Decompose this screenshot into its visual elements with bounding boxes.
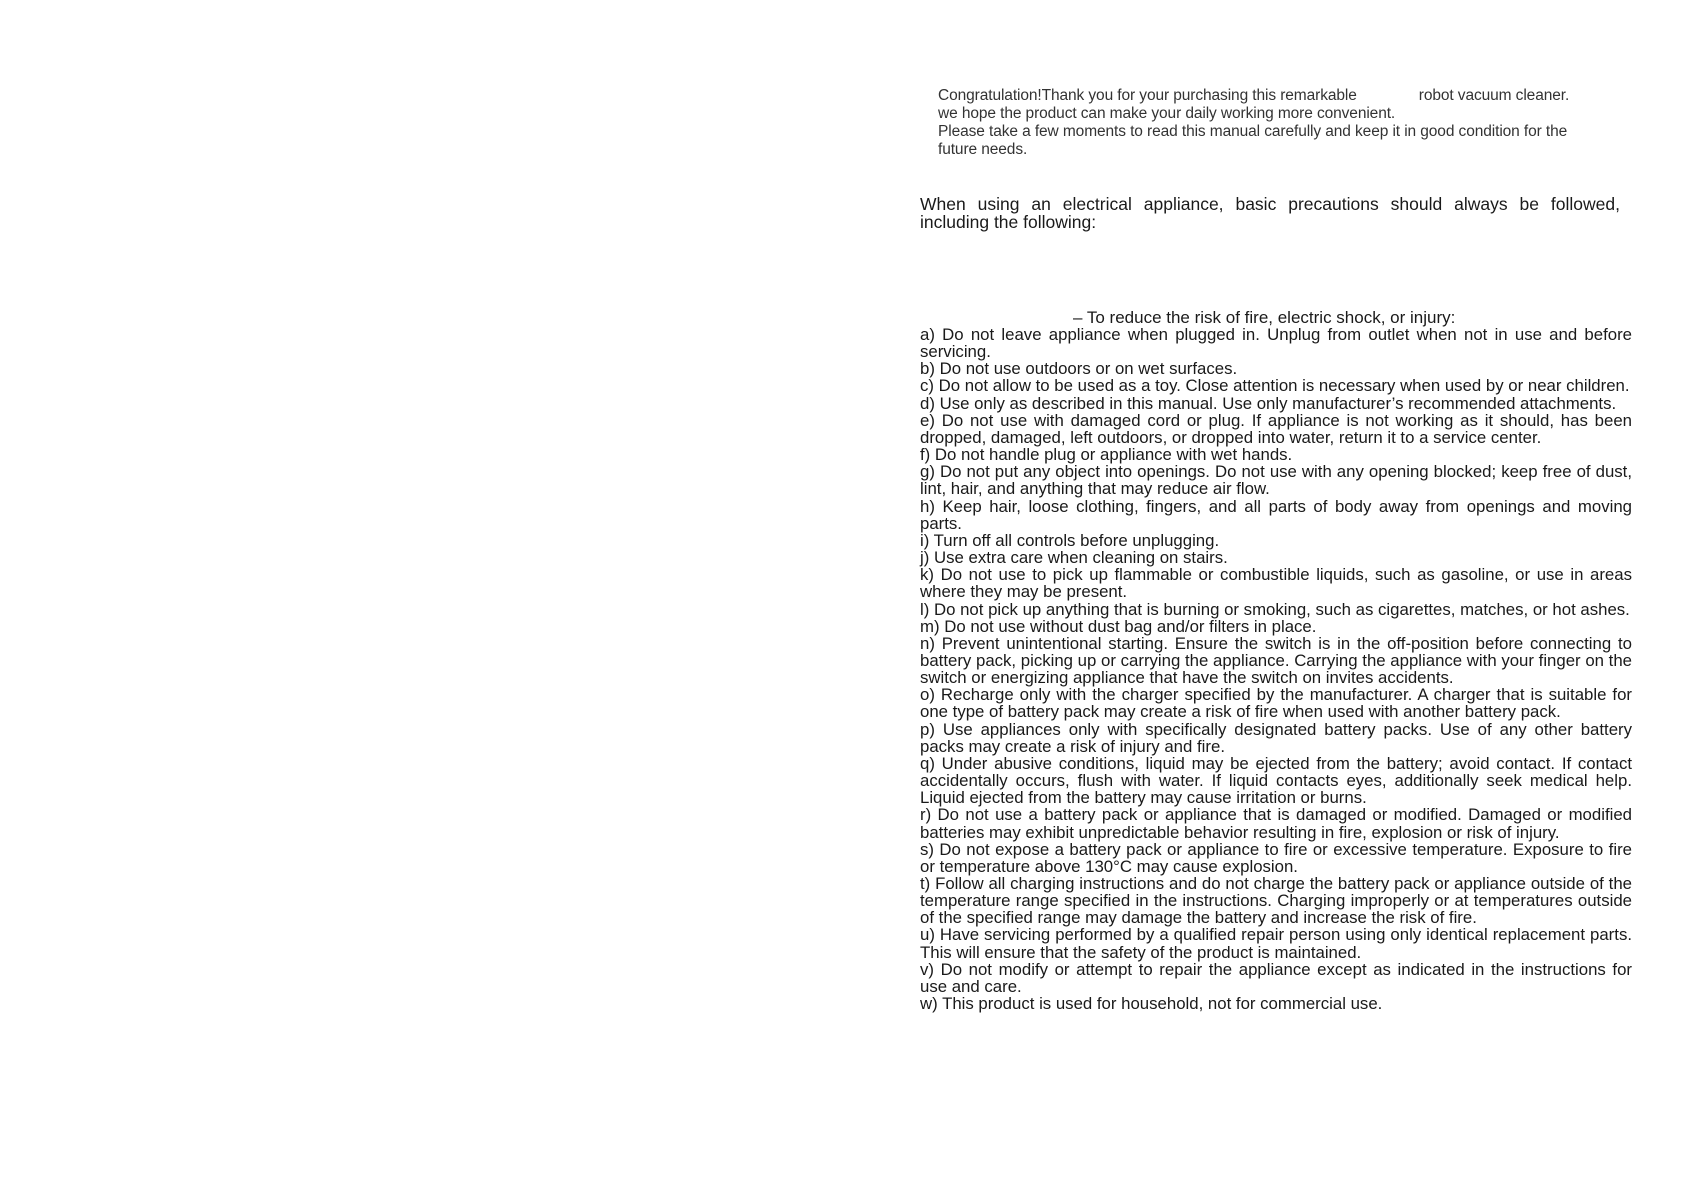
safety-rule: f) Do not handle plug or appliance with wet hands. — [920, 445, 1293, 465]
safety-rule: c) Do not allow to be used as a toy. Close attention is necessary when used by or near children. — [920, 376, 1630, 396]
safety-rules-list — [920, 326, 1632, 1012]
safety-rule: q) Under abusive conditions, liquid may be ejected from the battery; avoid contact. If contact accidentally occurs, flush with water. If liquid contacts eyes, additionally seek medical help. Liquid ejected from the battery may cause irritation or burns. — [920, 753, 1632, 808]
safety-rule: n) Prevent unintentional starting. Ensure the switch is in the off-position before connecting to battery pack, picking up or carrying the appliance. Carrying the appliance with your finger on the switch or energizing appliance that have the switch on invites accidents. — [920, 633, 1632, 688]
safety-rule: d) Use only as described in this manual. Use only manufacturer’s recommended attachments. — [920, 393, 1617, 413]
safety-rule: m) Do not use without dust bag and/or filters in place. — [920, 616, 1317, 636]
safety-rule: a) Do not leave appliance when plugged in. Unplug from outlet when not in use and before servicing. — [920, 325, 1632, 362]
manual-right-page — [842, 0, 1684, 1191]
safety-rule: v) Do not modify or attempt to repair the appliance except as indicated in the instructions for use and care. — [920, 959, 1632, 996]
safety-rule: g) Do not put any object into openings. Do not use with any opening blocked; keep free of dust, lint, hair, and anything that may reduce air flow. — [920, 462, 1632, 499]
safety-rule: b) Do not use outdoors or on wet surfaces. — [920, 359, 1238, 379]
safety-rule: t) Follow all charging instructions and do not charge the battery pack or appliance outside of the temperature range specified in the instructions. Charging improperly or at temperatures outside of the specified range may damage the battery and increase the risk of fire. — [920, 874, 1632, 928]
intro-line-1: Congratulation!Thank you for your purchasing this remarkable robot vacuum cleaner. — [938, 87, 1570, 104]
safety-rule: e) Do not use with damaged cord or plug. If appliance is not working as it should, has been dropped, damaged, left outdoors, or dropped into water, return it to a service center. — [920, 410, 1632, 447]
safety-rule: i) Turn off all controls before unplugging. — [920, 530, 1220, 550]
intro-message — [938, 87, 1598, 159]
safety-rule: k) Do not use to pick up flammable or combustible liquids, such as gasoline, or use in areas where they may be present. — [920, 565, 1632, 602]
safety-rule: h) Keep hair, loose clothing, fingers, and all parts of body away from openings and moving parts. — [920, 496, 1632, 533]
safety-rule: r) Do not use a battery pack or appliance that is damaged or modified. Damaged or modified batteries may exhibit unpredictable behavior resulting in fire, explosion or risk of injury. — [920, 805, 1632, 842]
safety-rule: u) Have servicing performed by a qualified repair person using only identical replacement parts. This will ensure that the safety of the product is maintained. — [920, 925, 1632, 962]
intro-line-3: Please take a few moments to read this manual carefully and keep it in good condition for the future needs. — [938, 123, 1568, 158]
safety-rule: o) Recharge only with the charger specified by the manufacturer. A charger that is suitable for one type of battery pack may create a risk of fire when used with another battery pack. — [920, 685, 1632, 722]
intro-line-2: we hope the product can make your daily working more convenient. — [938, 105, 1396, 122]
safety-rule: p) Use appliances only with specifically designated battery packs. Use of any other battery packs may create a risk of injury and fire. — [920, 719, 1632, 756]
safety-rule: j) Use extra care when cleaning on stairs. — [920, 548, 1228, 568]
safety-rule: s) Do not expose a battery pack or appliance to fire or excessive temperature. Exposure to fire or temperature above 130°C may cause explosion. — [920, 839, 1632, 876]
warning-heading: – To reduce the risk of fire, electric shock, or injury: — [1073, 308, 1456, 327]
safety-rule: l) Do not pick up anything that is burning or smoking, such as cigarettes, matches, or hot ashes. — [920, 599, 1630, 619]
safety-rule: w) This product is used for household, not for commercial use. — [920, 994, 1383, 1014]
precaution-statement: When using an electrical appliance, basic precautions should always be followed, including the following: — [920, 194, 1620, 232]
